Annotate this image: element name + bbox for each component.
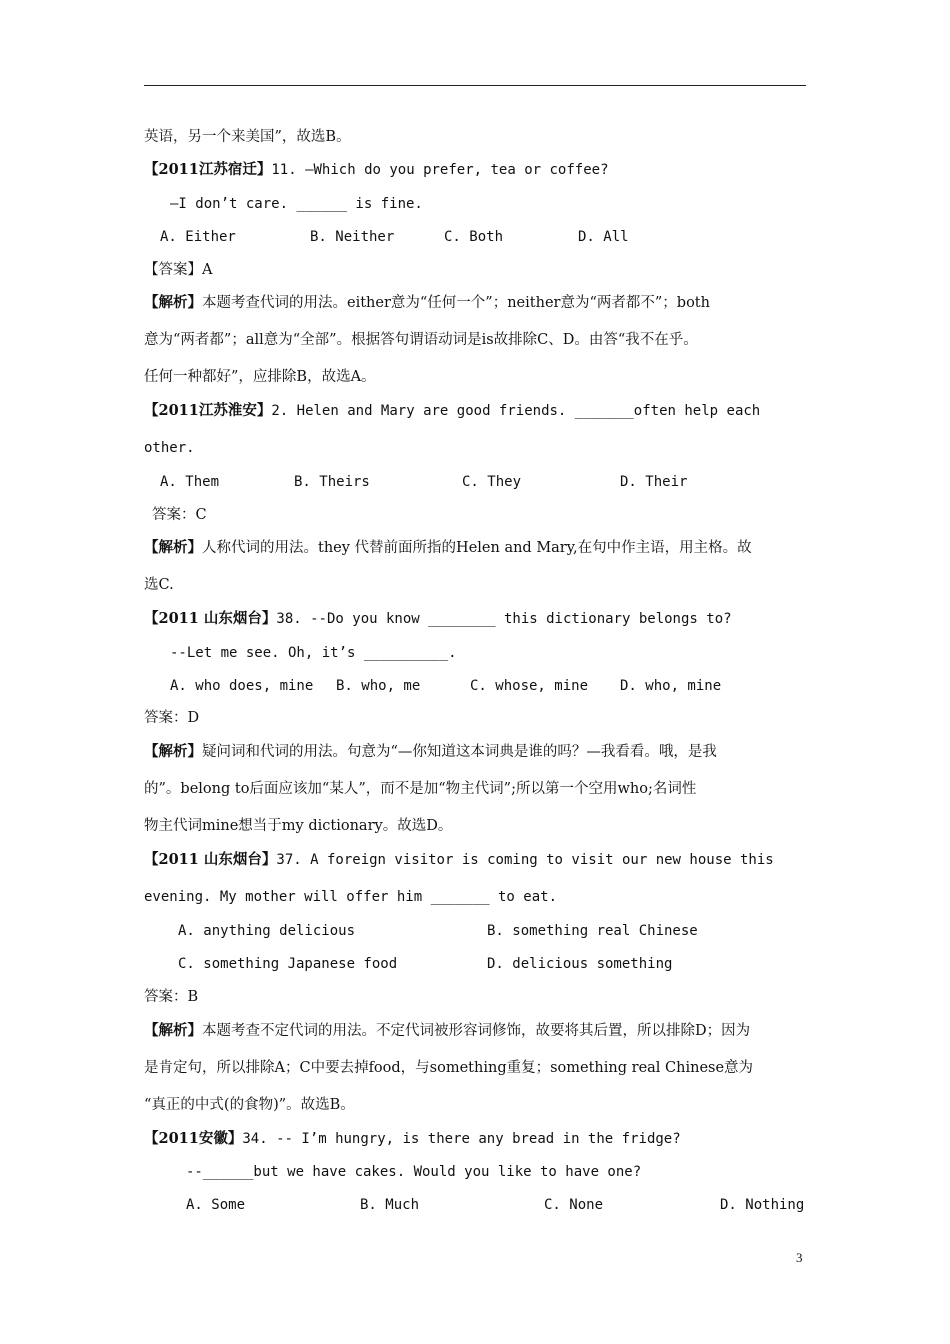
explanation-line xyxy=(144,816,806,836)
option-d: D. who, mine xyxy=(620,678,722,694)
explanation-text: 本题考查代词的用法。either意为“任何一个”；neither意为“两者都不”；both xyxy=(202,295,710,311)
answer xyxy=(144,505,814,525)
explanation-text: “真正的中式(的食物)”。故选B。 xyxy=(144,1097,355,1113)
explanation-text: 意为“两者都”；all意为“全部”。根据答句谓语动词是is故排除C、D。由答“我不在乎。 xyxy=(144,332,698,348)
explanation-line xyxy=(144,742,806,762)
option-a: A. Some xyxy=(186,1197,246,1213)
question-text-cont xyxy=(144,438,806,458)
question-source: 【2011江苏宿迁】 xyxy=(144,161,272,178)
options-row xyxy=(144,227,806,247)
explanation-text: 物主代词mine想当于my dictionary。故选D。 xyxy=(144,818,453,834)
question-11-line xyxy=(144,160,806,180)
option-d: D. All xyxy=(578,229,629,245)
continuation-text: 英语，另一个来美国”，故选B。 xyxy=(144,129,351,145)
options-row xyxy=(144,676,806,696)
explanation-line xyxy=(144,1058,806,1078)
answer xyxy=(144,708,806,728)
question-reply xyxy=(144,194,832,214)
question-reply xyxy=(144,1162,848,1182)
option-a: A. anything delicious xyxy=(178,923,356,939)
explanation-line xyxy=(144,538,806,558)
explanation-text: 选C. xyxy=(144,577,174,593)
question-text: 37. A foreign visitor is coming to visit our new house this xyxy=(276,852,774,868)
options-row xyxy=(144,1195,806,1215)
option-c: C. None xyxy=(544,1197,604,1213)
reply-text: --______but we have cakes. Would you like to have one? xyxy=(186,1164,642,1180)
question-source: 【2011 山东烟台】 xyxy=(144,610,277,627)
option-a: A. Them xyxy=(160,474,220,490)
page-number: 3 xyxy=(796,1250,803,1265)
question-2-line xyxy=(144,401,806,421)
answer xyxy=(144,987,806,1007)
explanation-text: 是肯定句，所以排除A；C中要去掉food，与something重复；something real Chinese意为 xyxy=(144,1060,754,1076)
option-d: D. Nothing xyxy=(720,1197,805,1213)
question-34-line xyxy=(144,1129,806,1149)
answer-text: 答案：D xyxy=(144,710,200,726)
option-c: C. They xyxy=(462,474,522,490)
option-d: D. Their xyxy=(620,474,688,490)
option-b: B. Much xyxy=(360,1197,420,1213)
question-text: 34. -- I’m hungry, is there any bread in the fridge? xyxy=(242,1131,681,1147)
option-c: C. Both xyxy=(444,229,504,245)
explanation-text: 本题考查不定代词的用法。不定代词被形容词修饰，故要将其后置，所以排除D；因为 xyxy=(202,1023,751,1039)
explanation-line xyxy=(144,330,806,350)
options-row xyxy=(144,921,806,941)
explanation-label: 【解析】 xyxy=(144,294,202,311)
question-text: 11. —Which do you prefer, tea or coffee? xyxy=(271,162,609,178)
header-rule xyxy=(144,85,806,86)
option-d: D. delicious something xyxy=(487,956,673,972)
explanation-text: 的”。belong to后面应该加“某人”，而不是加“物主代词”;所以第一个空用who;名词性 xyxy=(144,781,697,797)
answer-text: 答案：B xyxy=(144,989,199,1005)
question-source: 【2011 山东烟台】 xyxy=(144,851,277,868)
explanation-line xyxy=(144,367,806,387)
question-text: evening. My mother will offer him _______ to eat. xyxy=(144,889,558,905)
explanation-text: 疑问词和代词的用法。句意为“—你知道这本词典是谁的吗？—我看看。哦，是我 xyxy=(202,744,717,760)
explanation-line xyxy=(144,293,806,313)
question-text: 38. --Do you know ________ this dictionary belongs to? xyxy=(276,611,732,627)
options-row xyxy=(144,472,806,492)
reply-text: —I don’t care. ______ is fine. xyxy=(170,196,423,212)
question-text-cont xyxy=(144,887,806,907)
explanation-label: 【解析】 xyxy=(144,1022,202,1039)
answer xyxy=(144,260,806,280)
explanation-line xyxy=(144,575,806,595)
option-c: C. something Japanese food xyxy=(178,956,398,972)
reply-text: --Let me see. Oh, it’s __________. xyxy=(170,645,457,661)
option-b: B. something real Chinese xyxy=(487,923,698,939)
answer-text: 答案：C xyxy=(152,507,207,523)
explanation-line xyxy=(144,1021,806,1041)
options-row xyxy=(144,954,806,974)
option-a: A. Either xyxy=(160,229,236,245)
question-text: 2. Helen and Mary are good friends. _______often help each xyxy=(271,403,761,419)
question-source: 【2011安徽】 xyxy=(144,1130,243,1147)
text-line xyxy=(144,127,806,147)
question-text: other. xyxy=(144,440,195,456)
option-b: B. Neither xyxy=(310,229,395,245)
answer-text: 【答案】A xyxy=(144,262,213,278)
explanation-text: 任何一种都好”，应排除B，故选A。 xyxy=(144,369,376,385)
explanation-label: 【解析】 xyxy=(144,539,202,556)
question-38-line xyxy=(144,609,806,629)
explanation-line xyxy=(144,1095,806,1115)
option-c: C. whose, mine xyxy=(470,678,589,694)
option-b: B. who, me xyxy=(336,678,421,694)
option-b: B. Theirs xyxy=(294,474,370,490)
explanation-line xyxy=(144,779,806,799)
explanation-label: 【解析】 xyxy=(144,743,202,760)
question-reply xyxy=(144,643,832,663)
question-source: 【2011江苏淮安】 xyxy=(144,402,272,419)
question-37-line xyxy=(144,850,806,870)
explanation-text: 人称代词的用法。they 代替前面所指的Helen and Mary,在句中作主语，用主格。故 xyxy=(202,540,752,556)
option-a: A. who does, mine xyxy=(170,678,314,694)
